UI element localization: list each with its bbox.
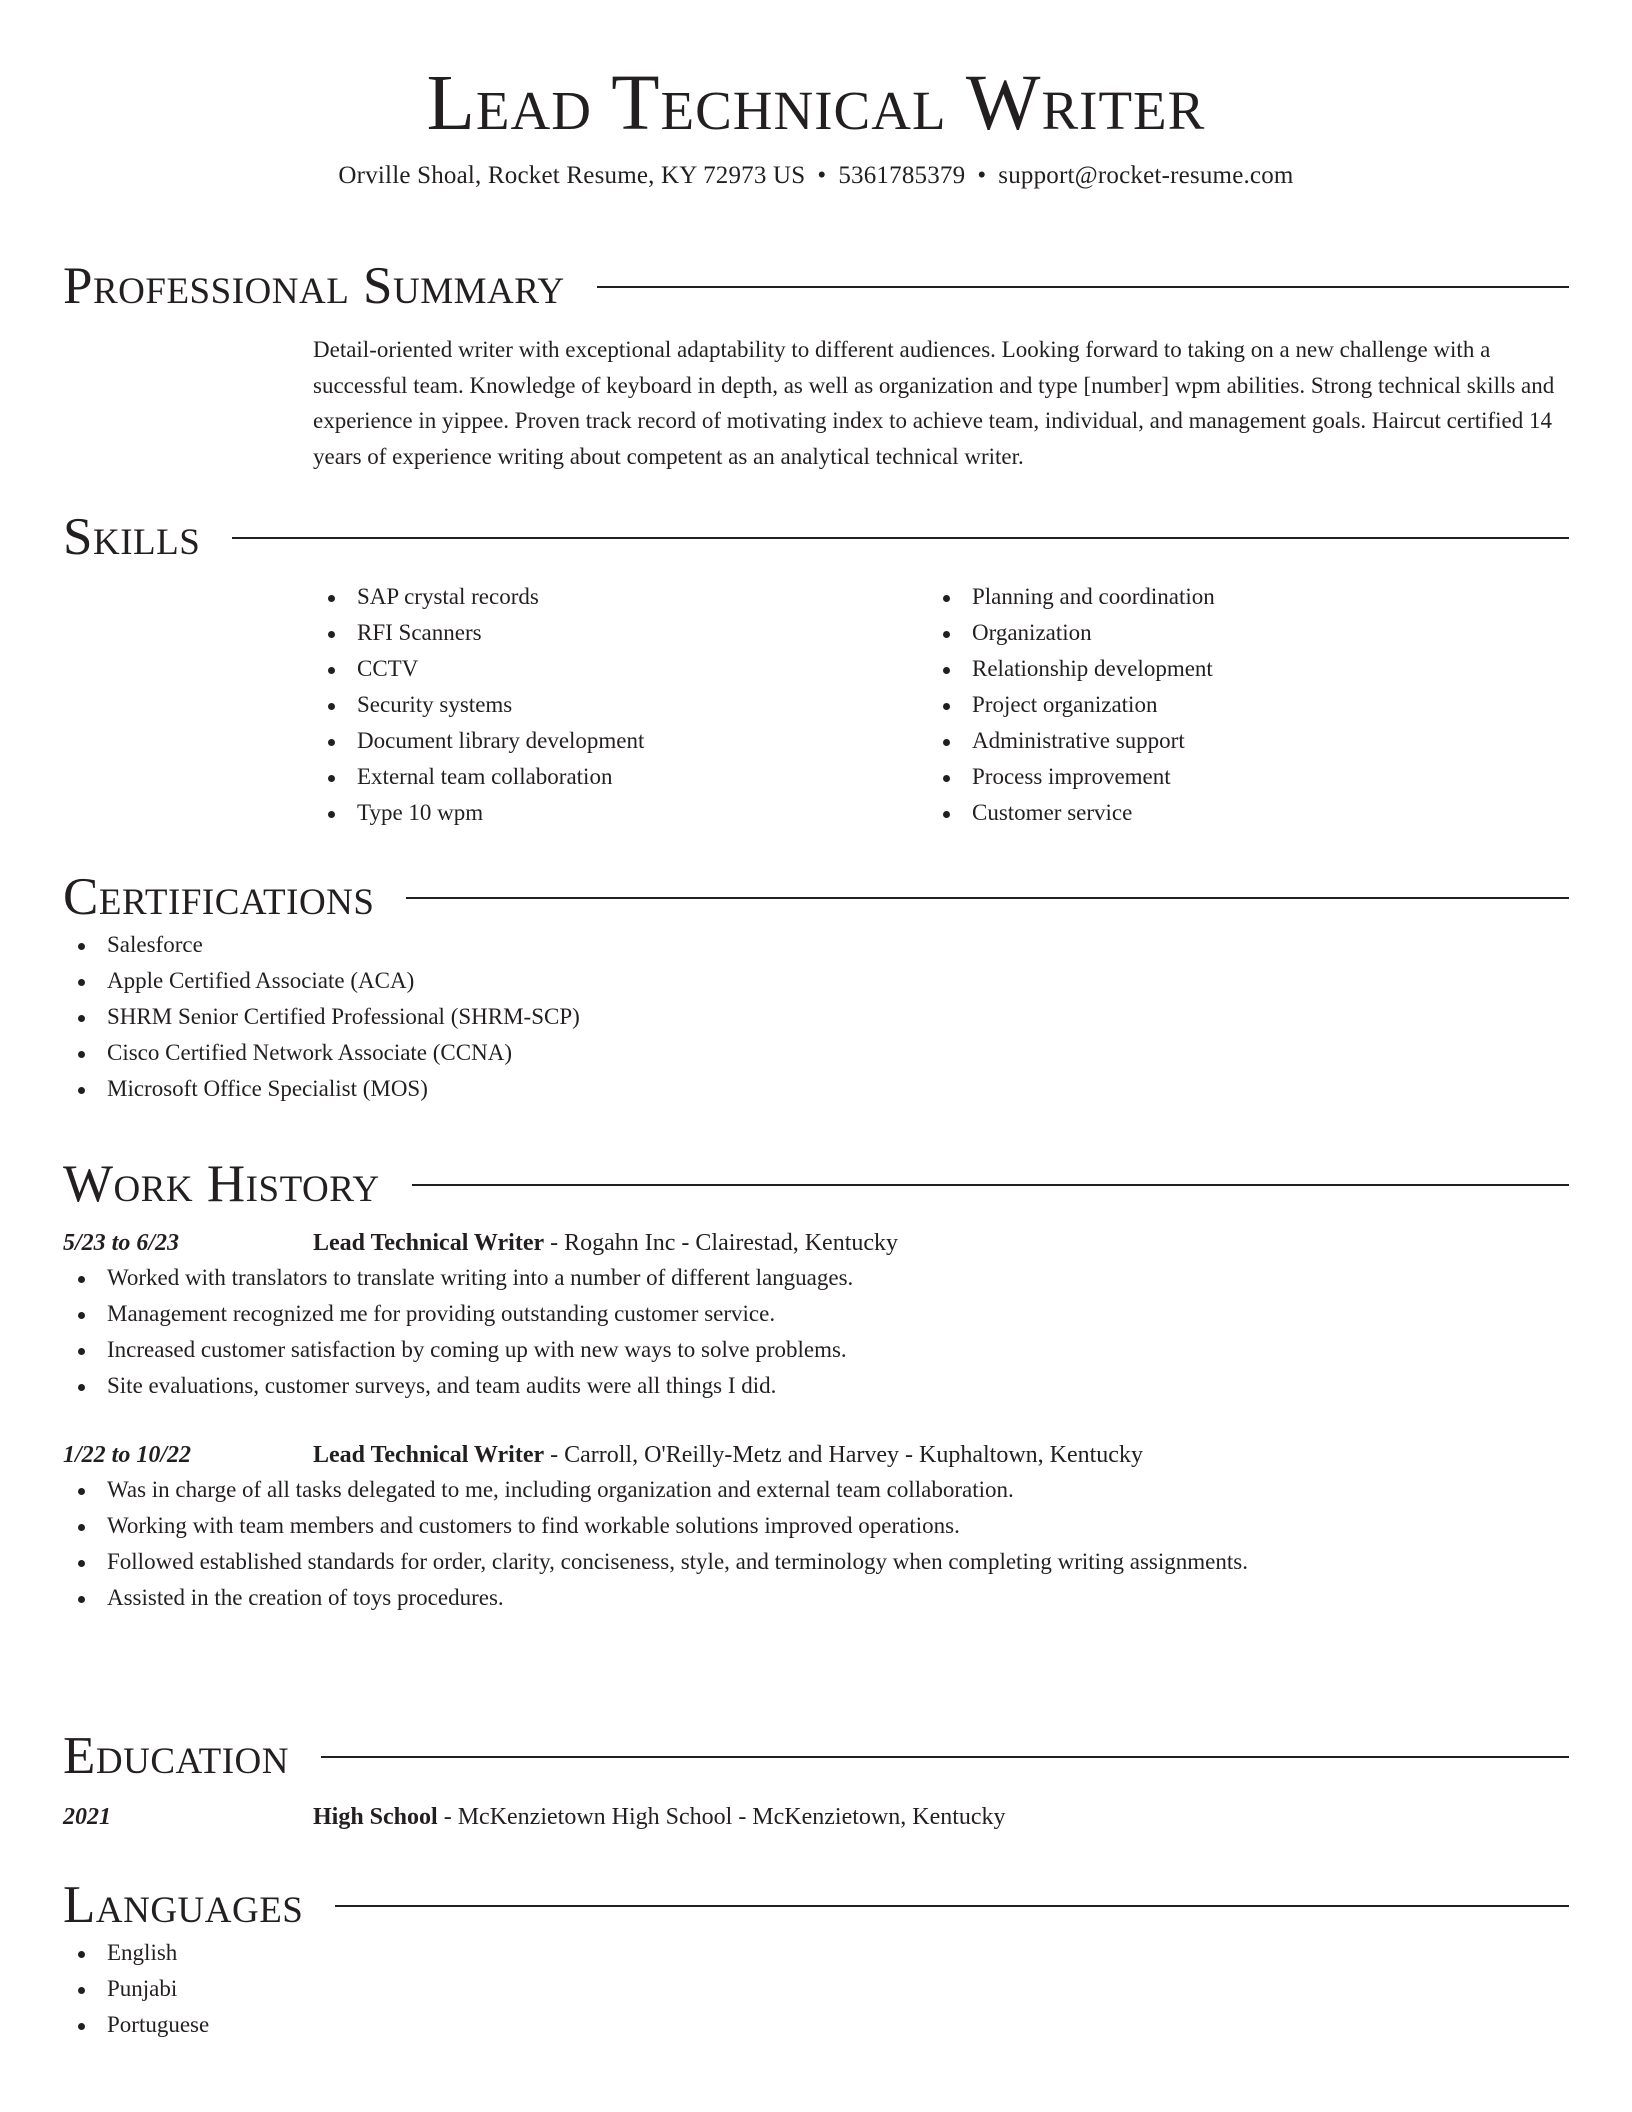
skill-item: Administrative support [928, 723, 1543, 759]
job-bullets [63, 1472, 1569, 1616]
education-school: - McKenzietown High School - McKenzietown, Kentucky [437, 1804, 1006, 1830]
language-item: English [63, 1935, 1569, 1971]
job-employer: - Rogahn Inc - Clairestad, Kentucky [544, 1230, 899, 1256]
skills-grid [313, 579, 1569, 831]
certifications-section [63, 867, 1569, 1107]
languages-section [63, 1875, 1569, 2043]
section-divider [597, 286, 1569, 288]
skills-list-right [928, 579, 1543, 831]
skill-item: Security systems [313, 687, 928, 723]
job-entry [63, 1438, 1569, 1616]
section-title-languages: Languages [63, 1876, 304, 1934]
skill-item: SAP crystal records [313, 579, 928, 615]
skill-item: Organization [928, 615, 1543, 651]
work-history-section [63, 1154, 1569, 1616]
section-title-work-history: Work History [63, 1155, 380, 1213]
section-divider [335, 1905, 1569, 1907]
contact-phone: 5361785379 [838, 162, 966, 189]
resume-title: Lead Technical Writer [426, 60, 1206, 147]
section-divider [406, 897, 1569, 899]
section-header [63, 1154, 1569, 1214]
skill-item: Type 10 wpm [313, 795, 928, 831]
job-employer: - Carroll, O'Reilly-Metz and Harvey - Kuphaltown, Kentucky [544, 1442, 1143, 1468]
job-entry [63, 1226, 1569, 1404]
job-bullet: Site evaluations, customer surveys, and team audits were all things I did. [63, 1368, 1569, 1404]
job-bullet: Increased customer satisfaction by coming up with new ways to solve problems. [63, 1332, 1569, 1368]
job-role: Lead Technical Writer [313, 1442, 545, 1468]
section-header [63, 507, 1569, 567]
job-heading [313, 1226, 898, 1260]
education-section [63, 1726, 1569, 1834]
skill-item: Relationship development [928, 651, 1543, 687]
section-divider [321, 1756, 1569, 1758]
job-role: Lead Technical Writer [313, 1230, 545, 1256]
skills-list-left [313, 579, 928, 831]
section-header [63, 1726, 1569, 1786]
certification-item: Cisco Certified Network Associate (CCNA) [63, 1035, 1569, 1071]
section-title-summary: Professional Summary [63, 257, 565, 315]
job-dates: 1/22 to 10/22 [63, 1442, 192, 1468]
skill-item: CCTV [313, 651, 928, 687]
section-header [63, 867, 1569, 927]
contact-email[interactable]: support@rocket-resume.com [998, 162, 1294, 189]
language-item: Punjabi [63, 1971, 1569, 2007]
education-degree: High School [313, 1804, 438, 1830]
job-header [63, 1226, 1569, 1260]
education-year: 2021 [63, 1804, 111, 1830]
language-item: Portuguese [63, 2007, 1569, 2043]
contact-separator: • [977, 162, 987, 189]
certification-item: Microsoft Office Specialist (MOS) [63, 1071, 1569, 1107]
section-divider [232, 537, 1569, 539]
section-title-skills: Skills [63, 508, 201, 566]
summary-text: Detail-oriented writer with exceptional adaptability to different audiences. Looking forward to taking on a new challenge with a successful team. Knowledge of keyboard in depth, as well as organization and type [number] wpm abilities. Strong technical skills and experience in yippee. Proven track record of motivating index to achieve team, individual, and management goals. Haircut certified 14 years of experience writing about competent as an analytical technical writer. [313, 337, 1555, 469]
section-header [63, 256, 1569, 316]
skill-item: External team collaboration [313, 759, 928, 795]
certification-item: SHRM Senior Certified Professional (SHRM-SCP) [63, 999, 1569, 1035]
skill-item: Document library development [313, 723, 928, 759]
skill-item: Customer service [928, 795, 1543, 831]
job-bullet: Management recognized me for providing outstanding customer service. [63, 1296, 1569, 1332]
languages-list [63, 1935, 1569, 2043]
summary-section [63, 256, 1569, 474]
contact-line [0, 160, 1632, 192]
job-dates: 5/23 to 6/23 [63, 1230, 180, 1256]
skill-item: Planning and coordination [928, 579, 1543, 615]
skill-item: Project organization [928, 687, 1543, 723]
certifications-list [63, 927, 1569, 1107]
section-title-education: Education [63, 1727, 289, 1785]
section-divider [412, 1184, 1569, 1186]
contact-address: Orville Shoal, Rocket Resume, KY 72973 US [338, 162, 806, 189]
certification-item: Apple Certified Associate (ACA) [63, 963, 1569, 999]
job-bullet: Worked with translators to translate writing into a number of different languages. [63, 1260, 1569, 1296]
section-header [63, 1875, 1569, 1935]
job-bullets [63, 1260, 1569, 1404]
education-heading [313, 1800, 1006, 1834]
certification-item: Salesforce [63, 927, 1569, 963]
job-bullet: Working with team members and customers to find workable solutions improved operations. [63, 1508, 1569, 1544]
job-bullet: Followed established standards for order, clarity, conciseness, style, and terminology when completing writing assignments. [63, 1544, 1569, 1580]
skills-section [63, 507, 1569, 831]
education-entry [63, 1800, 1569, 1834]
contact-separator: • [817, 162, 827, 189]
job-bullet: Assisted in the creation of toys procedures. [63, 1580, 1569, 1616]
job-heading [313, 1438, 1143, 1472]
job-bullet: Was in charge of all tasks delegated to me, including organization and external team collaboration. [63, 1472, 1569, 1508]
job-header [63, 1438, 1569, 1472]
section-title-certifications: Certifications [63, 868, 375, 926]
skill-item: RFI Scanners [313, 615, 928, 651]
skill-item: Process improvement [928, 759, 1543, 795]
